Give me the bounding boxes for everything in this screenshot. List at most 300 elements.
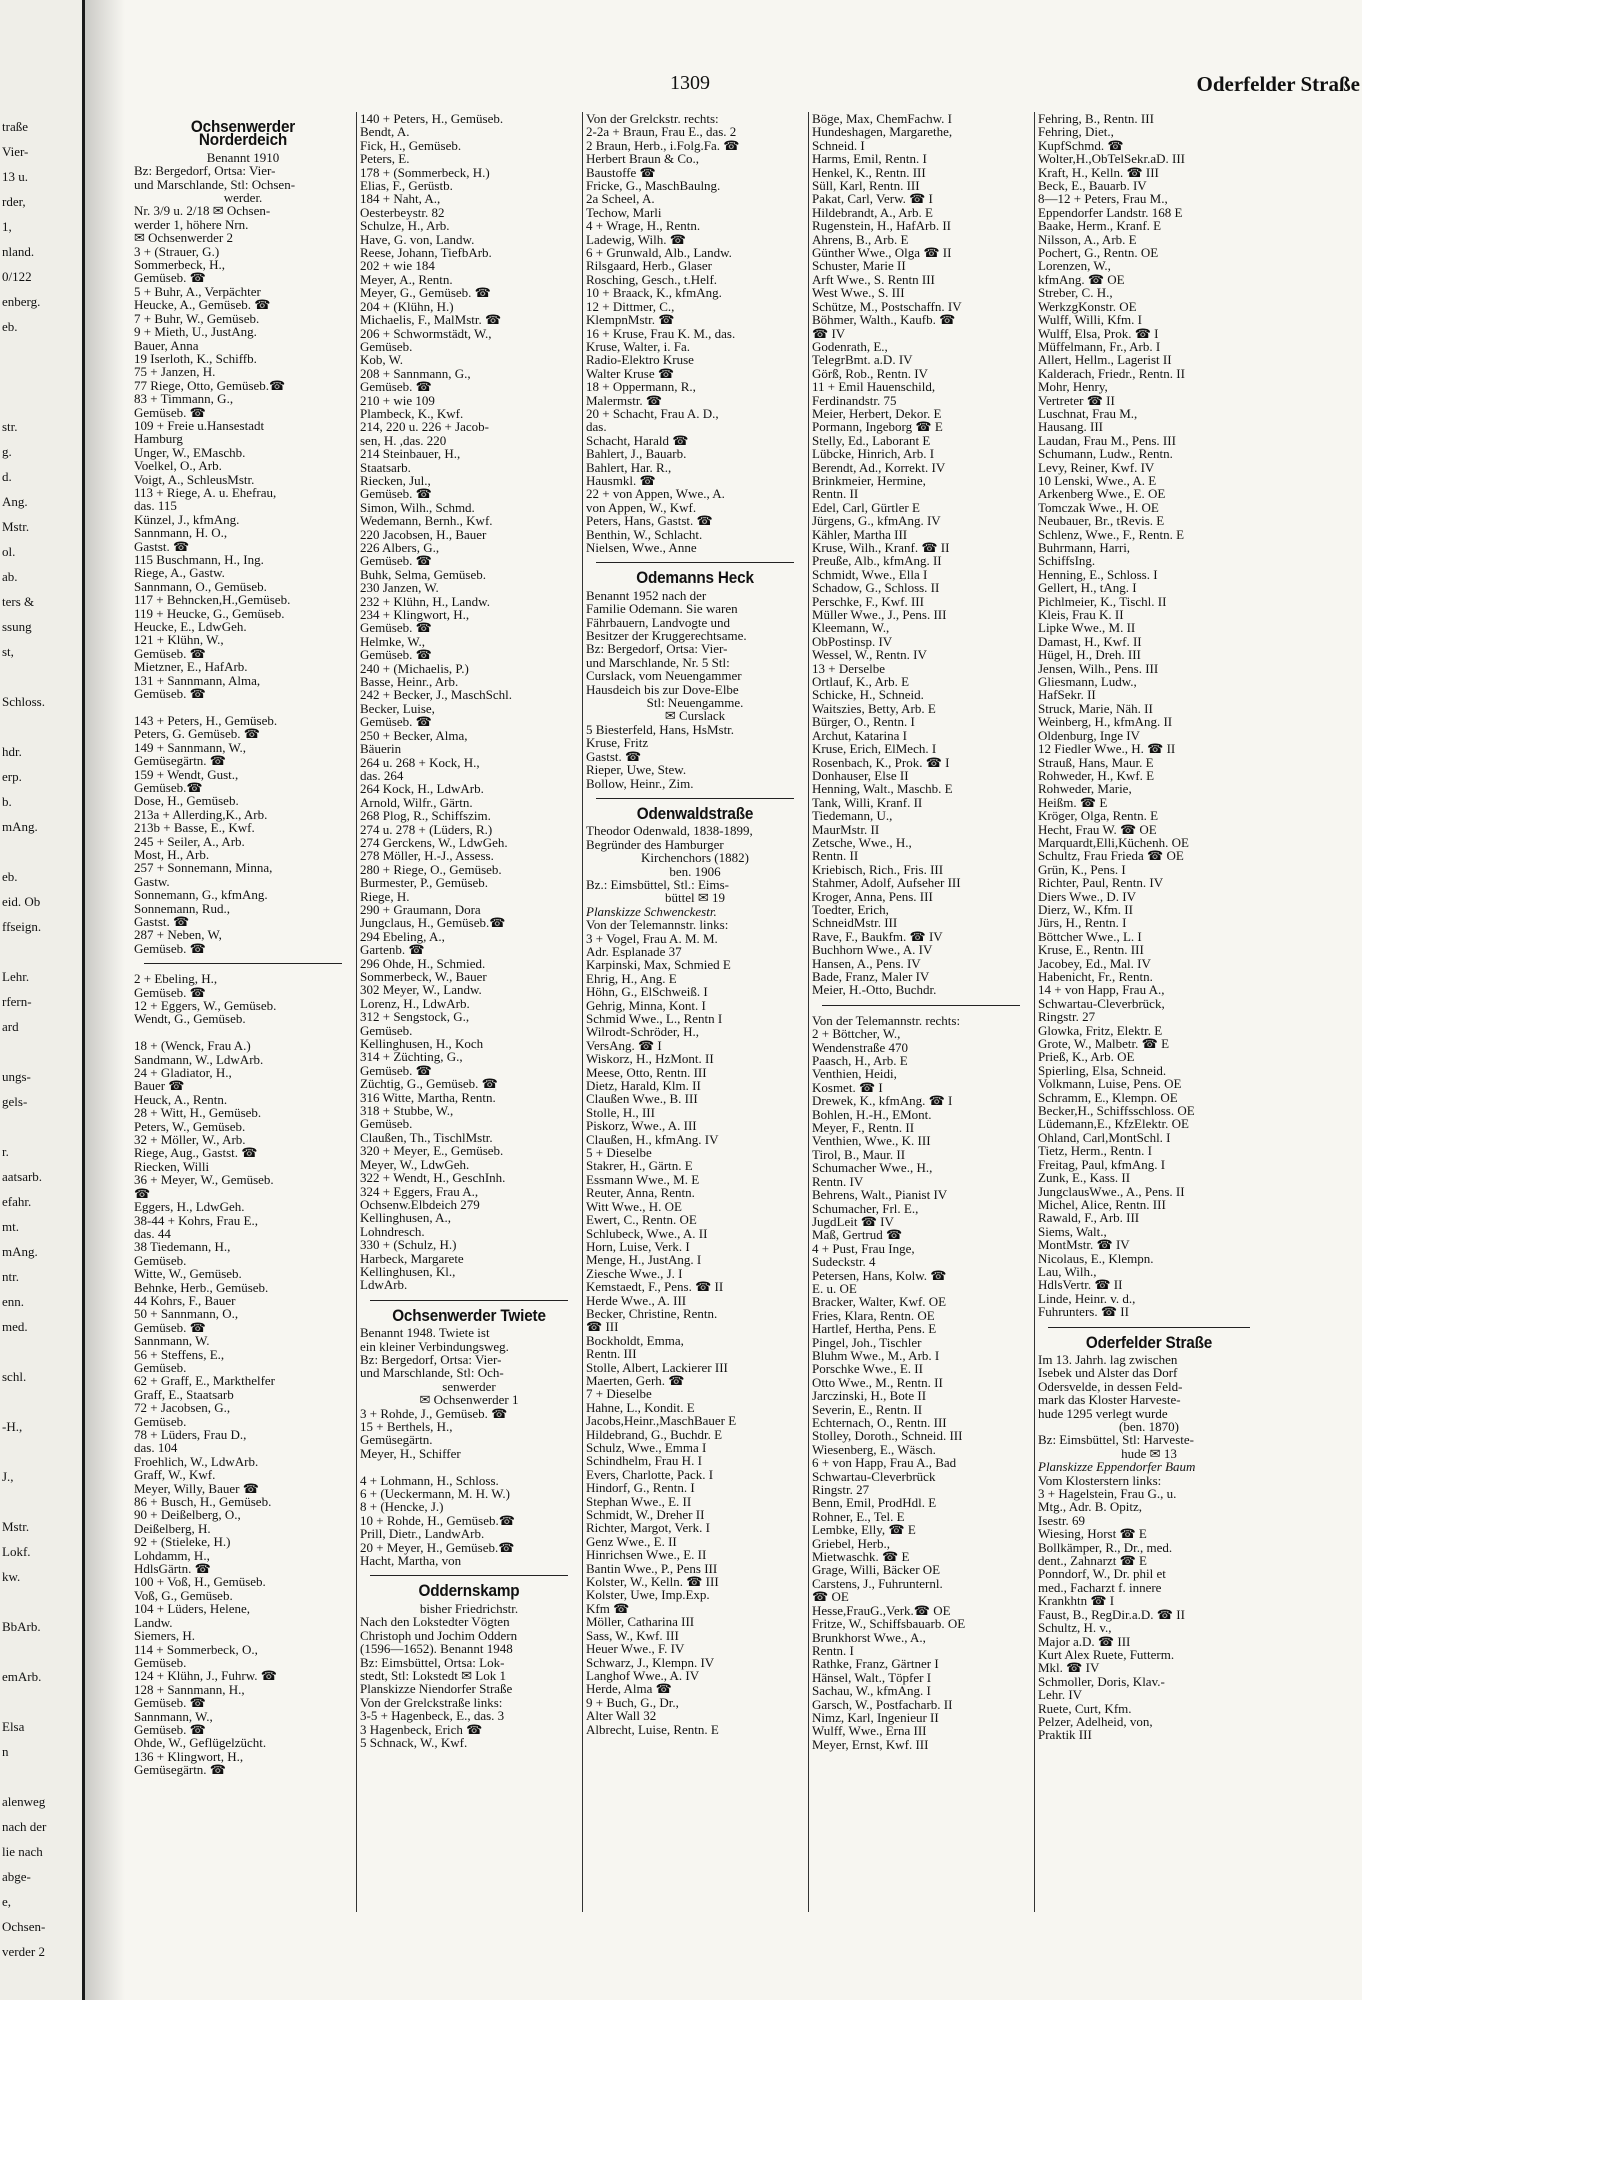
directory-entry: Vom Klosterstern links:: [1038, 1472, 1162, 1488]
directory-entry: Besitzer der Kruggerechtsame.: [586, 628, 747, 644]
directory-entry: 290 + Graumann, Dora: [360, 901, 481, 917]
directory-entry: 2-2a + Braun, Frau E., das. 2: [586, 124, 737, 140]
directory-entry: Wendt, G., Gemüseb.: [134, 1011, 246, 1027]
directory-entry: 213a + Allerding,K., Arb.: [134, 806, 268, 822]
directory-entry: Kolster, W., Kelln. ☎ III: [586, 1574, 719, 1590]
directory-entry: 5 Schnack, W., Kwf.: [360, 1734, 468, 1750]
directory-entry: 14 + von Happ, Frau A.,: [1038, 982, 1165, 998]
directory-entry: Bollkämper, R., Dr., med.: [1038, 1539, 1173, 1555]
bleed-fragment: mAng.: [2, 819, 38, 834]
directory-entry: Mkl. ☎ IV: [1038, 1660, 1100, 1676]
column-5: [1038, 112, 1260, 1912]
directory-entry: 114 + Sommerbeck, O.,: [134, 1641, 258, 1657]
directory-entry: Dietz, Harald, Klm. II: [586, 1078, 701, 1094]
directory-entry: das. 104: [134, 1440, 178, 1456]
directory-entry: Kalderach, Friedr., Rentn. II: [1038, 365, 1185, 381]
directory-entry: Wedemann, Bernh., Kwf.: [360, 513, 493, 529]
directory-entry: Severin, E., Rentn. II: [812, 1401, 923, 1417]
directory-entry: 8—12 + Peters, Frau M.,: [1038, 191, 1168, 207]
directory-entry: 202 + wie 184: [360, 258, 435, 274]
directory-entry: Gemüseb. ☎: [360, 647, 432, 663]
directory-entry: Wolter,H.,ObTelSekr.aD. III: [1038, 151, 1185, 167]
directory-entry: Garsch, W., Postfacharb. II: [812, 1696, 953, 1712]
directory-entry: WerkzgKonstr. OE: [1038, 298, 1137, 314]
directory-entry: Gemüseb. ☎: [134, 404, 206, 420]
directory-entry: Gemüseb.: [134, 1654, 187, 1670]
directory-entry: Rentn. IV: [812, 1173, 864, 1189]
directory-entry: Oesterbeystr. 82: [360, 204, 445, 220]
directory-entry: 56 + Steffens, E.,: [134, 1346, 225, 1362]
directory-entry: VersAng. ☎ I: [586, 1037, 662, 1053]
directory-entry: Grün, K., Pens. I: [1038, 861, 1126, 877]
directory-entry: 19 Iserloth, K., Schiffb.: [134, 350, 257, 366]
directory-entry: Kriebisch, Rich., Fris. III: [812, 861, 944, 877]
directory-entry: Gemüseb. ☎: [360, 553, 432, 569]
directory-entry: 86 + Busch, H., Gemüseb.: [134, 1494, 272, 1510]
directory-entry: Benannt 1948. Twiete ist: [360, 1325, 490, 1341]
directory-entry: Christoph und Jochim Oddern: [360, 1627, 518, 1643]
directory-entry: Michaelis, F., MalMstr. ☎: [360, 312, 502, 328]
directory-entry: ☎ III: [586, 1319, 619, 1335]
directory-entry: Hildebrandt, A., Arb. E: [812, 204, 933, 220]
directory-entry: Herbert Braun & Co.,: [586, 151, 700, 167]
directory-entry: Freitag, Paul, kfmAng. I: [1038, 1156, 1166, 1172]
directory-entry: 77 Riege, Otto, Gemüseb.☎: [134, 377, 286, 393]
bleed-fragment: ters &: [2, 594, 35, 609]
directory-entry: Kroger, Anna, Pens. III: [812, 888, 933, 904]
directory-entry: 274 u. 278 + (Lüders, R.): [360, 821, 493, 837]
directory-entry: Hausdeich bis zur Dove-Elbe: [586, 681, 739, 697]
bleed-fragment: aatsarb.: [2, 1169, 43, 1184]
directory-entry: 220 Jacobsen, H., Bauer: [360, 526, 487, 542]
directory-entry: E. u. OE: [812, 1280, 857, 1296]
bleed-fragment: alenweg: [2, 1794, 46, 1809]
directory-entry: 10 Lenski, Wwe., A. E: [1038, 472, 1157, 488]
bleed-fragment: kw.: [2, 1569, 21, 1584]
directory-entry: Wiesenberg, E., Wäsch.: [812, 1441, 936, 1457]
bleed-fragment: st,: [2, 644, 14, 659]
directory-entry: Bürger, O., Rentn. I: [812, 714, 915, 730]
directory-entry: Bohlen, H.-H., EMont.: [812, 1106, 932, 1122]
directory-entry: Ohland, Carl,MontSchl. I: [1038, 1129, 1171, 1145]
directory-entry: Prieß, K., Arb. OE: [1038, 1049, 1135, 1065]
bleed-fragment: rder,: [2, 194, 26, 209]
directory-entry: Toedter, Erich,: [812, 901, 889, 917]
directory-entry: Im 13. Jahrh. lag zwischen: [1038, 1351, 1178, 1367]
bleed-fragment: lie nach: [2, 1844, 43, 1859]
directory-entry: KupfSchmd. ☎: [1038, 137, 1124, 153]
directory-entry: hude ✉ 13: [1121, 1445, 1177, 1461]
directory-entry: Meyer, Willy, Bauer ☎: [134, 1480, 259, 1496]
bleed-fragment: med.: [2, 1319, 28, 1334]
directory-entry: Pormann, Ingeborg ☎ E: [812, 419, 943, 435]
directory-entry: Linde, Heinr. v. d.,: [1038, 1290, 1136, 1306]
running-title: Oderfelder Straße: [1196, 72, 1360, 96]
directory-entry: 44 Kohrs, F., Bauer: [134, 1292, 236, 1308]
directory-entry: Praktik III: [1038, 1727, 1092, 1743]
directory-entry: Damast, H., Kwf. II: [1038, 633, 1142, 649]
bleed-fragment: verder 2: [2, 1944, 45, 1959]
bleed-fragment: schl.: [2, 1369, 27, 1384]
directory-entry: West Wwe., S. III: [812, 285, 905, 301]
bleed-fragment: nland.: [2, 244, 35, 259]
directory-entry: 8 + (Hencke, J.): [360, 1499, 444, 1515]
directory-entry: Gemüseb.: [134, 1413, 187, 1429]
street-heading: Oderfelder Straße: [1085, 1332, 1213, 1352]
directory-entry: Schacht, Harald ☎: [586, 432, 689, 448]
directory-entry: Meyer, F., Rentn. II: [812, 1120, 915, 1136]
directory-entry: 214, 220 u. 226 + Jacob-: [360, 419, 490, 435]
directory-entry: Claußen, Th., TischlMstr.: [360, 1129, 493, 1145]
directory-entry: sen, H. ,das. 220: [360, 432, 447, 448]
directory-entry: Schumann, Ludw., Rentn.: [1038, 446, 1173, 462]
directory-entry: Sass, W., Kwf. III: [586, 1627, 679, 1643]
directory-entry: Fricke, G., MaschBaulng.: [586, 178, 721, 194]
bleed-fragment: d.: [2, 469, 12, 484]
directory-entry: Sannmann, H. O.,: [134, 525, 228, 541]
directory-entry: (1596—1652). Benannt 1948: [360, 1641, 513, 1657]
directory-entry: Isebek und Alster das Dorf: [1038, 1365, 1178, 1381]
directory-entry: Major a.D. ☎ III: [1038, 1633, 1131, 1649]
directory-entry: Berendt, Ad., Korrekt. IV: [812, 459, 946, 475]
directory-entry: 10 + Braack, K., kfmAng.: [586, 285, 722, 301]
directory-entry: 20 + Schacht, Frau A. D.,: [586, 405, 719, 421]
directory-entry: Schwarz, J., Klempn. IV: [586, 1654, 715, 1670]
directory-entry: 13 + Derselbe: [812, 660, 886, 676]
directory-entry: 12 + Dittmer, C.,: [586, 298, 675, 314]
section-divider: [1048, 1327, 1250, 1328]
bleed-fragment: mt.: [2, 1219, 19, 1234]
directory-entry: 264 Kock, H., LdwArb.: [360, 781, 484, 797]
directory-entry: Gemüseb.: [360, 1022, 413, 1038]
directory-entry: HdlsVertr. ☎ II: [1038, 1277, 1123, 1293]
directory-entry: Hinrichsen Wwe., E. II: [586, 1547, 707, 1563]
bleed-fragment: nach der: [2, 1819, 47, 1834]
directory-entry: senwerder: [442, 1378, 496, 1394]
bleed-fragment: gels-: [2, 1094, 28, 1109]
directory-entry: Ehrig, H., Ang. E: [586, 970, 677, 986]
directory-entry: und Marschlande, Stl: Ochsen-: [134, 176, 296, 192]
directory-entry: 15 + Berthels, H.,: [360, 1419, 453, 1434]
directory-entry: Rohweder, H., Kwf. E: [1038, 767, 1155, 783]
directory-entry: Jürs, H., Rentn. I: [1038, 915, 1127, 931]
directory-entry: Drewek, K., kfmAng. ☎ I: [812, 1093, 953, 1109]
directory-entry: Buchhorn Wwe., A. IV: [812, 942, 933, 958]
directory-entry: 296 Ohde, H., Schmied.: [360, 955, 486, 971]
directory-entry: Rohweder, Marie,: [1038, 781, 1132, 797]
directory-entry: 4 + Lohmann, H., Schloss.: [360, 1472, 499, 1488]
directory-entry: 318 + Stubbe, W.,: [360, 1103, 454, 1119]
bleed-fragment: hdr.: [2, 744, 22, 759]
directory-entry: 274 Gerckens, W., LdwGeh.: [360, 834, 508, 850]
directory-entry: Lipke Wwe., M. II: [1038, 620, 1136, 636]
directory-entry: Ahrens, B., Arb. E: [812, 231, 909, 247]
directory-entry: Stephan Wwe., E. II: [586, 1493, 692, 1509]
directory-entry: ein kleiner Verbindungsweg.: [360, 1338, 509, 1354]
directory-entry: 5 + Buhr, A., Verpächter: [134, 283, 261, 299]
directory-entry: HafSekr. II: [1038, 687, 1096, 703]
directory-entry: Hindorf, G., Rentn. I: [586, 1480, 695, 1496]
directory-entry: Meyer, Ernst, Kwf. III: [812, 1736, 929, 1752]
directory-entry: 2 + Ebeling, H.,: [134, 971, 218, 987]
directory-entry: Schultz, H. v.,: [1038, 1620, 1112, 1636]
directory-entry: 9 + Buch, G., Dr.,: [586, 1694, 679, 1710]
directory-entry: Ortlauf, K., Arb. E: [812, 674, 910, 690]
directory-entry: Baake, Herm., Kranf. E: [1038, 218, 1162, 234]
directory-entry: bisher Friedrichstr.: [419, 1600, 519, 1616]
directory-entry: Tietz, Herm., Rentn. I: [1038, 1143, 1152, 1159]
directory-entry: ✉ Curslack: [664, 708, 726, 724]
directory-entry: 11 + Emil Hauenschild,: [812, 379, 936, 395]
directory-entry: Tiedemann, U.,: [812, 808, 893, 824]
directory-entry: Zetsche, Wwe., H.,: [812, 834, 912, 850]
directory-entry: Fick, H., Gemüseb.: [360, 137, 462, 153]
directory-entry: Walter Kruse ☎: [586, 365, 675, 381]
directory-entry: 62 + Graff, E., Markthelfer: [134, 1373, 276, 1389]
directory-entry: Voigt, A., SchleusMstr.: [134, 471, 255, 487]
directory-entry: Stolle, Albert, Lackierer III: [586, 1359, 728, 1375]
directory-entry: Mietwaschk. ☎ E: [812, 1549, 910, 1565]
street-heading: Oddernskamp: [418, 1581, 520, 1601]
directory-entry: Echternach, O., Rentn. III: [812, 1415, 947, 1430]
directory-entry: Rentn. I: [812, 1642, 854, 1658]
directory-entry: Edel, Carl, Gürtler E: [812, 499, 920, 515]
directory-entry: Nicolaus, E., Klempn.: [1038, 1250, 1154, 1266]
directory-entry: Harbeck, Margarete: [360, 1250, 464, 1266]
bleed-fragment: mAng.: [2, 1244, 38, 1259]
directory-entry: Kleemann, W.,: [812, 620, 890, 636]
directory-entry: Arnold, Wilfr., Gärtn.: [360, 794, 473, 810]
directory-entry: Schindhelm, Frau H. I: [586, 1453, 702, 1469]
directory-entry: Richter, Paul, Rentn. IV: [1038, 875, 1164, 891]
directory-entry: Schulze, H., Arb.: [360, 218, 450, 234]
directory-entry: Buhrmann, Harri,: [1038, 540, 1131, 555]
bleed-fragment: g.: [2, 444, 12, 459]
directory-entry: Von der Telemannstr. rechts:: [812, 1012, 961, 1028]
directory-entry: Riecken, Willi: [134, 1158, 210, 1174]
directory-entry: 245 + Seiler, A., Arb.: [134, 833, 245, 849]
directory-entry: Siems, Walt.,: [1038, 1223, 1107, 1239]
directory-entry: Adr. Esplanade 37: [586, 943, 682, 959]
directory-entry: Benthin, W., Schlacht.: [586, 526, 703, 542]
directory-entry: Kolster, Uwe, Imp.Exp.: [586, 1587, 710, 1603]
directory-entry: Froehlich, W., LdwArb.: [134, 1453, 259, 1469]
directory-entry: Hamburg: [134, 431, 183, 447]
directory-entry: Brunkhorst Wwe., A.,: [812, 1629, 926, 1645]
directory-entry: Peters, G. Gemüseb. ☎: [134, 726, 260, 742]
directory-entry: Planskizze Schwenckestr.: [586, 903, 717, 919]
directory-entry: Pingel, Joh., Tischler: [812, 1334, 922, 1350]
directory-entry: Rosching, Gesch., t.Helf.: [586, 271, 718, 287]
directory-entry: Schicke, H., Schneid.: [812, 687, 924, 703]
directory-entry: Gemüsegärtn.: [360, 1432, 433, 1448]
directory-entry: Weinberg, H., kfmAng. II: [1038, 714, 1173, 730]
directory-entry: Nr. 3/9 u. 2/18 ✉ Ochsen-: [134, 203, 271, 219]
directory-entry: Rentn. II: [812, 848, 859, 864]
directory-entry: 5 Biesterfeld, Hans, HsMstr.: [586, 721, 735, 737]
bleed-fragment: traße: [2, 119, 28, 134]
directory-entry: Rathke, Franz, Gärtner I: [812, 1656, 939, 1672]
directory-entry: 294 Ebeling, A.,: [360, 928, 445, 944]
directory-entry: JugdLeit ☎ IV: [812, 1213, 894, 1229]
directory-entry: 2 + Böttcher, W.,: [812, 1026, 901, 1042]
directory-entry: Bz: Eimsbüttel, Ortsa: Lok-: [360, 1654, 505, 1670]
directory-entry: Gemüseb.☎: [134, 779, 203, 795]
directory-entry: Herde Wwe., A. III: [586, 1292, 687, 1308]
directory-entry: 316 Witte, Martha, Rentn.: [360, 1089, 496, 1105]
directory-entry: Gastw.: [134, 873, 170, 889]
directory-entry: 140 + Peters, H., Gemüseb.: [360, 112, 504, 126]
column-divider: [1034, 112, 1035, 1912]
directory-entry: Hundeshagen, Margarethe,: [812, 124, 953, 140]
directory-entry: Böttcher Wwe., L. I: [1038, 928, 1142, 944]
directory-entry: Gemüseb. ☎: [134, 270, 206, 286]
directory-entry: Struck, Marie, Näh. II: [1038, 700, 1153, 716]
bleed-fragment: J.,: [2, 1469, 14, 1484]
directory-entry: Streber, C. H.,: [1038, 285, 1113, 301]
directory-entry: Habenicht, Fr., Rentn.: [1038, 969, 1153, 984]
directory-entry: Mtg., Adr. B. Opitz,: [1038, 1499, 1143, 1515]
directory-entry: Gemüseb. ☎: [134, 984, 206, 1000]
directory-entry: Bz: Bergedorf, Ortsa: Vier-: [586, 641, 728, 657]
directory-entry: Gastst. ☎: [586, 748, 642, 764]
directory-entry: Hausmkl. ☎: [586, 472, 656, 488]
directory-entry: werder.: [223, 190, 263, 206]
directory-entry: Jacobs,Heinr.,MaschBauer E: [586, 1413, 737, 1429]
directory-entry: Glowka, Fritz, Elektr. E: [1038, 1022, 1163, 1038]
directory-entry: Riege, A., Gastw.: [134, 565, 225, 581]
directory-entry: Kraft, H., Kelln. ☎ III: [1038, 164, 1159, 180]
directory-entry: Essmann Wwe., M. E: [586, 1171, 700, 1187]
directory-entry: Jensen, Wilh., Pens. III: [1038, 660, 1159, 676]
directory-entry: Techow, Marli: [586, 204, 662, 220]
directory-entry: 4 + Pust, Frau Inge,: [812, 1240, 915, 1256]
directory-entry: Gemüseb. ☎: [360, 1062, 432, 1078]
directory-entry: Von der Telemannstr. links:: [586, 917, 729, 933]
directory-entry: Gemüseb.: [360, 338, 413, 354]
directory-entry: Elias, F., Gerüstb.: [360, 178, 453, 194]
directory-entry: Gemüseb. ☎: [134, 940, 206, 956]
directory-entry: Ruete, Curt, Kfm.: [1038, 1700, 1132, 1716]
directory-entry: Tomczak Wwe., H. OE: [1038, 499, 1159, 515]
directory-entry: Lübcke, Hinrich, Arb. I: [812, 446, 935, 462]
directory-entry: Schlubeck, Wwe., A. II: [586, 1225, 708, 1241]
directory-entry: Meyer, A., Rentn.: [360, 271, 453, 287]
directory-entry: Behnke, Herb., Gemüseb.: [134, 1279, 269, 1295]
directory-entry: 117 + Behncken,H.,Gemüseb.: [134, 592, 291, 608]
directory-entry: 278 Möller, H.-J., Assess.: [360, 848, 494, 864]
directory-entry: Grage, Willi, Bäcker OE: [812, 1562, 941, 1578]
directory-entry: 6 + von Happ, Frau A., Bad: [812, 1455, 957, 1471]
directory-entry: Staatsarb.: [360, 459, 411, 475]
bleed-fragment: erp.: [2, 769, 22, 784]
directory-entry: Malermstr. ☎: [586, 392, 663, 408]
bleed-fragment: Elsa: [2, 1719, 25, 1734]
street-heading: Ochsenwerder Norderdeich: [190, 117, 296, 150]
directory-entry: Isestr. 69: [1038, 1512, 1085, 1528]
directory-entry: ☎ OE: [812, 1589, 849, 1605]
directory-entry: Venthien, Wwe., K. III: [812, 1133, 931, 1149]
directory-entry: Jarczinski, H., Bote II: [812, 1388, 927, 1404]
directory-entry: 210 + wie 109: [360, 392, 435, 408]
directory-entry: 128 + Sannmann, H.,: [134, 1681, 245, 1697]
directory-entry: Curslack, vom Neuengammer: [586, 668, 742, 684]
directory-entry: Peters, W., Gemüseb.: [134, 1118, 246, 1134]
directory-entry: Görß, Rob., Rentn. IV: [812, 365, 928, 381]
directory-entry: Odersvelde, in dessen Feld-: [1038, 1378, 1183, 1394]
bleed-fragment: Vier-: [2, 144, 29, 159]
directory-entry: Henning, E., Schloss. I: [1038, 566, 1158, 582]
directory-entry: 242 + Becker, J., MaschSchl.: [360, 687, 512, 703]
directory-entry: Lüdemann,E., KfzElektr. OE: [1038, 1116, 1189, 1132]
bleed-fragment: rfern-: [2, 994, 32, 1009]
directory-entry: und Marschlande, Nr. 5 Stl:: [586, 654, 730, 670]
directory-entry: Stelly, Ed., Laborant E: [812, 432, 931, 448]
bleed-fragment: eb.: [2, 869, 18, 884]
directory-entry: Böge, Max, ChemFachw. I: [812, 112, 952, 126]
directory-entry: 234 + Klingwort, H.,: [360, 607, 470, 623]
column-4: [812, 112, 1030, 1912]
bleed-fragment: BbArb.: [2, 1619, 41, 1634]
directory-entry: Arft Wwe., S. Rentn III: [812, 271, 935, 287]
directory-entry: Bluhm Wwe., M., Arb. I: [812, 1347, 940, 1363]
directory-entry: Preuße, Alb., kfmAng. II: [812, 553, 942, 569]
directory-entry: Kruse, Wilh., Kranf. ☎ II: [812, 540, 950, 555]
directory-entry: Diers Wwe., D. IV: [1038, 888, 1136, 904]
directory-entry: und Marschlande, Stl: Och-: [360, 1365, 504, 1381]
directory-entry: Schramm, E., Klempn. OE: [1038, 1089, 1178, 1105]
directory-entry: 178 + (Sommerbeck, H.): [360, 164, 490, 180]
directory-entry: 9 + Mieth, U., JustAng.: [134, 324, 257, 340]
directory-entry: Venthien, Heidi,: [812, 1066, 897, 1082]
bleed-fragment: -H.,: [2, 1419, 23, 1434]
directory-entry: SchneidMstr. III: [812, 915, 898, 931]
directory-entry: Müller Wwe., J., Pens. III: [812, 607, 947, 623]
directory-entry: Bahlert, Har. R.,: [586, 459, 672, 475]
directory-entry: Have, G. von, Landw.: [360, 231, 475, 247]
directory-entry: Stl: Neuengamme.: [646, 695, 744, 711]
directory-entry: Von der Grelckstraße links:: [360, 1694, 503, 1710]
directory-entry: Bahlert, J., Bauarb.: [586, 446, 687, 462]
directory-entry: 83 + Timmann, G.,: [134, 391, 234, 407]
page-header: [130, 70, 1360, 102]
directory-entry: ✉ Ochsenwerder 1: [419, 1392, 519, 1408]
directory-entry: Gemüseb.: [360, 1116, 413, 1132]
directory-entry: Rieper, Uwe, Stew.: [586, 762, 687, 778]
directory-entry: Lorenz, H., LdwArb.: [360, 995, 470, 1011]
directory-entry: Becker, Luise,: [360, 700, 435, 716]
directory-entry: Reese, Johann, TiefbArb.: [360, 245, 492, 261]
directory-entry: Zunk, E., Kass. II: [1038, 1170, 1131, 1186]
directory-entry: Voelkel, O., Arb.: [134, 458, 222, 474]
directory-entry: kfmAng. ☎ OE: [1038, 271, 1125, 287]
directory-entry: Bz.: Eimsbüttel, Stl.: Eims-: [586, 876, 729, 892]
directory-entry: Schuster, Marie II: [812, 258, 906, 274]
directory-entry: 75 + Janzen, H.: [134, 364, 216, 380]
directory-entry: Witte, W., Gemüseb.: [134, 1266, 242, 1282]
street-heading: Ochsenwerder Twiete: [392, 1305, 546, 1325]
directory-entry: Mietzner, E., HafArb.: [134, 659, 248, 675]
bleed-fragment: Lokf.: [2, 1544, 31, 1559]
directory-entry: Gastst. ☎: [134, 913, 190, 929]
bleed-fragment: eid. Ob: [2, 894, 41, 909]
directory-entry: Gehrig, Minna, Kont. I: [586, 997, 706, 1013]
directory-entry: Henkel, K., Rentn. III: [812, 164, 926, 180]
directory-entry: [134, 700, 352, 713]
bleed-fragment: ungs-: [2, 1069, 31, 1084]
directory-entry: Claußen Wwe., B. III: [586, 1091, 698, 1107]
directory-entry: Gliesmann, Ludw.,: [1038, 674, 1137, 690]
